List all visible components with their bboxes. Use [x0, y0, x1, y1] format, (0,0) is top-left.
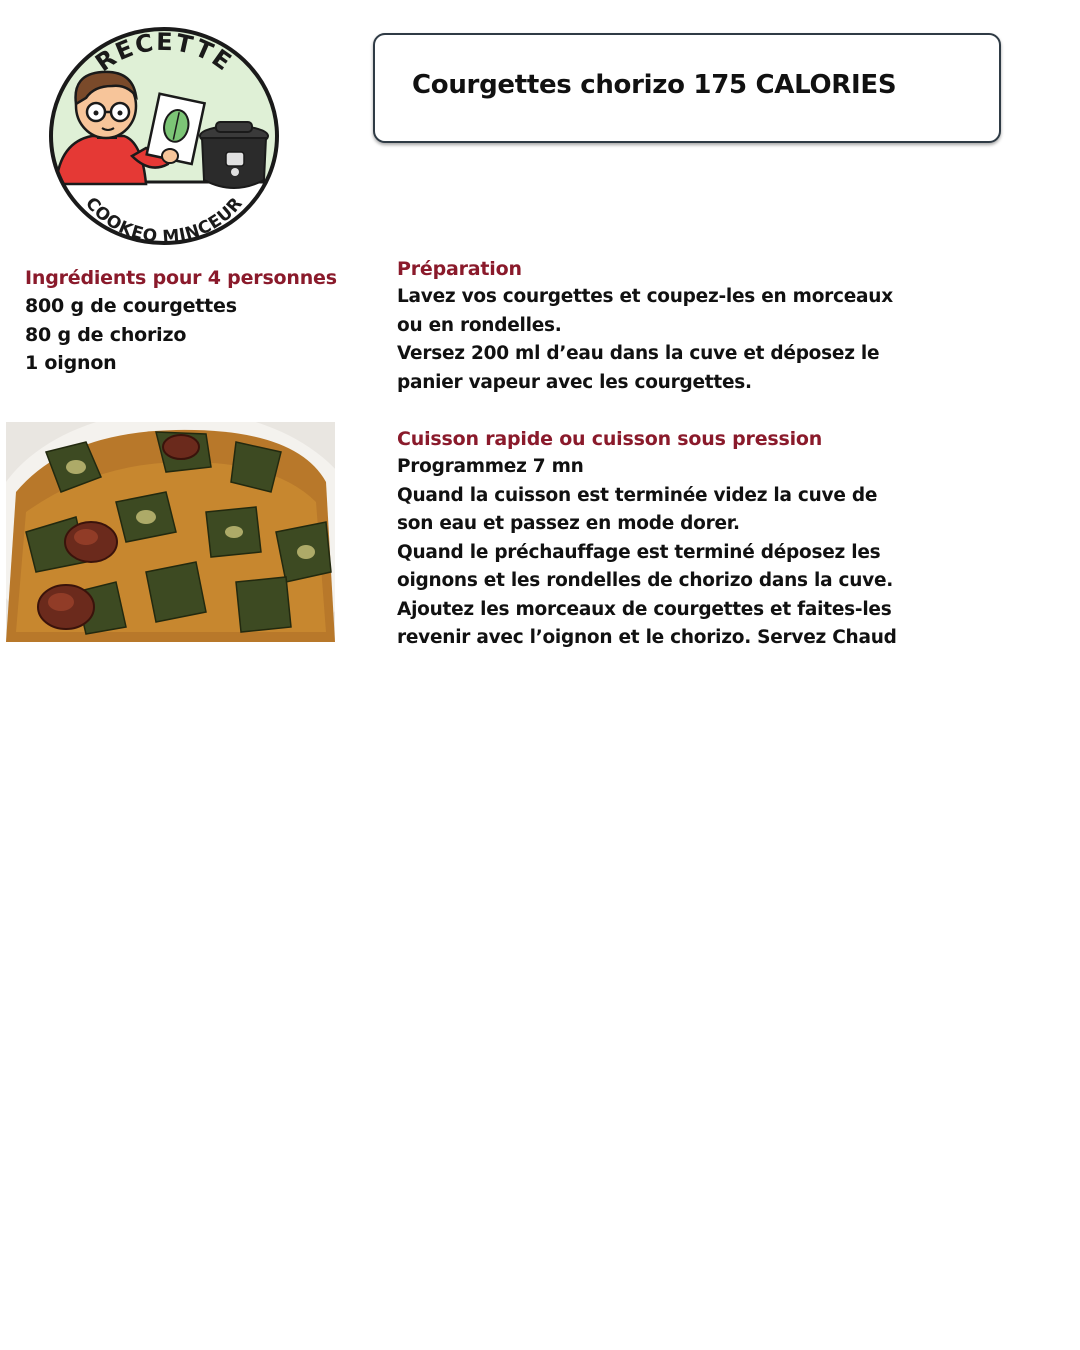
- cooking-line: Programmez 7 mn: [397, 456, 584, 477]
- ingredients-list: [25, 292, 365, 378]
- preparation-line: panier vapeur avec les courgettes.: [397, 371, 752, 393]
- cooking-line: Quand le préchauffage est terminé déposez les: [397, 541, 881, 563]
- logo-top-text: RECETTE: [90, 27, 238, 78]
- cooking-section: [397, 425, 917, 653]
- preparation-column: [397, 255, 917, 653]
- cooking-line: oignons et les rondelles de chorizo dans la cuve.: [397, 570, 894, 591]
- ingredient-item: 1 oignon: [25, 352, 117, 374]
- dish-photo: [6, 422, 335, 642]
- ingredients-section: [25, 264, 365, 378]
- preparation-line: Versez 200 ml d’eau dans la cuve et déposez le: [397, 343, 880, 364]
- ingredient-item: 80 g de chorizo: [25, 323, 187, 346]
- cooking-line: son eau et passez en mode dorer.: [397, 513, 740, 534]
- cooking-heading: Cuisson rapide ou cuisson sous pression: [397, 428, 823, 450]
- logo-bottom-text: COOKEO MINCEUR: [81, 193, 247, 248]
- preparation-line: Lavez vos courgettes et coupez-les en morceaux: [397, 286, 893, 307]
- title-box: [373, 33, 1001, 143]
- preparation-line: ou en rondelles.: [397, 314, 562, 336]
- preparation-heading: Préparation: [397, 258, 522, 280]
- cooking-line: Quand la cuisson est terminée videz la cuve de: [397, 484, 878, 506]
- preparation-section: [397, 255, 917, 397]
- chef-with-recipe-and-cooker-logo-icon: [46, 24, 282, 248]
- cooking-line: Ajoutez les morceaux de courgettes et faites-les: [397, 598, 892, 620]
- cooking-line: revenir avec l’oignon et le chorizo. Servez Chaud: [397, 627, 897, 648]
- cookeo-minceur-logo: [46, 24, 282, 248]
- zucchini-chorizo-dish-photo-icon: [6, 422, 335, 642]
- ingredient-item: 800 g de courgettes: [25, 295, 237, 317]
- ingredients-heading: Ingrédients pour 4 personnes: [25, 267, 337, 289]
- page-title: Courgettes chorizo 175 CALORIES: [412, 70, 897, 100]
